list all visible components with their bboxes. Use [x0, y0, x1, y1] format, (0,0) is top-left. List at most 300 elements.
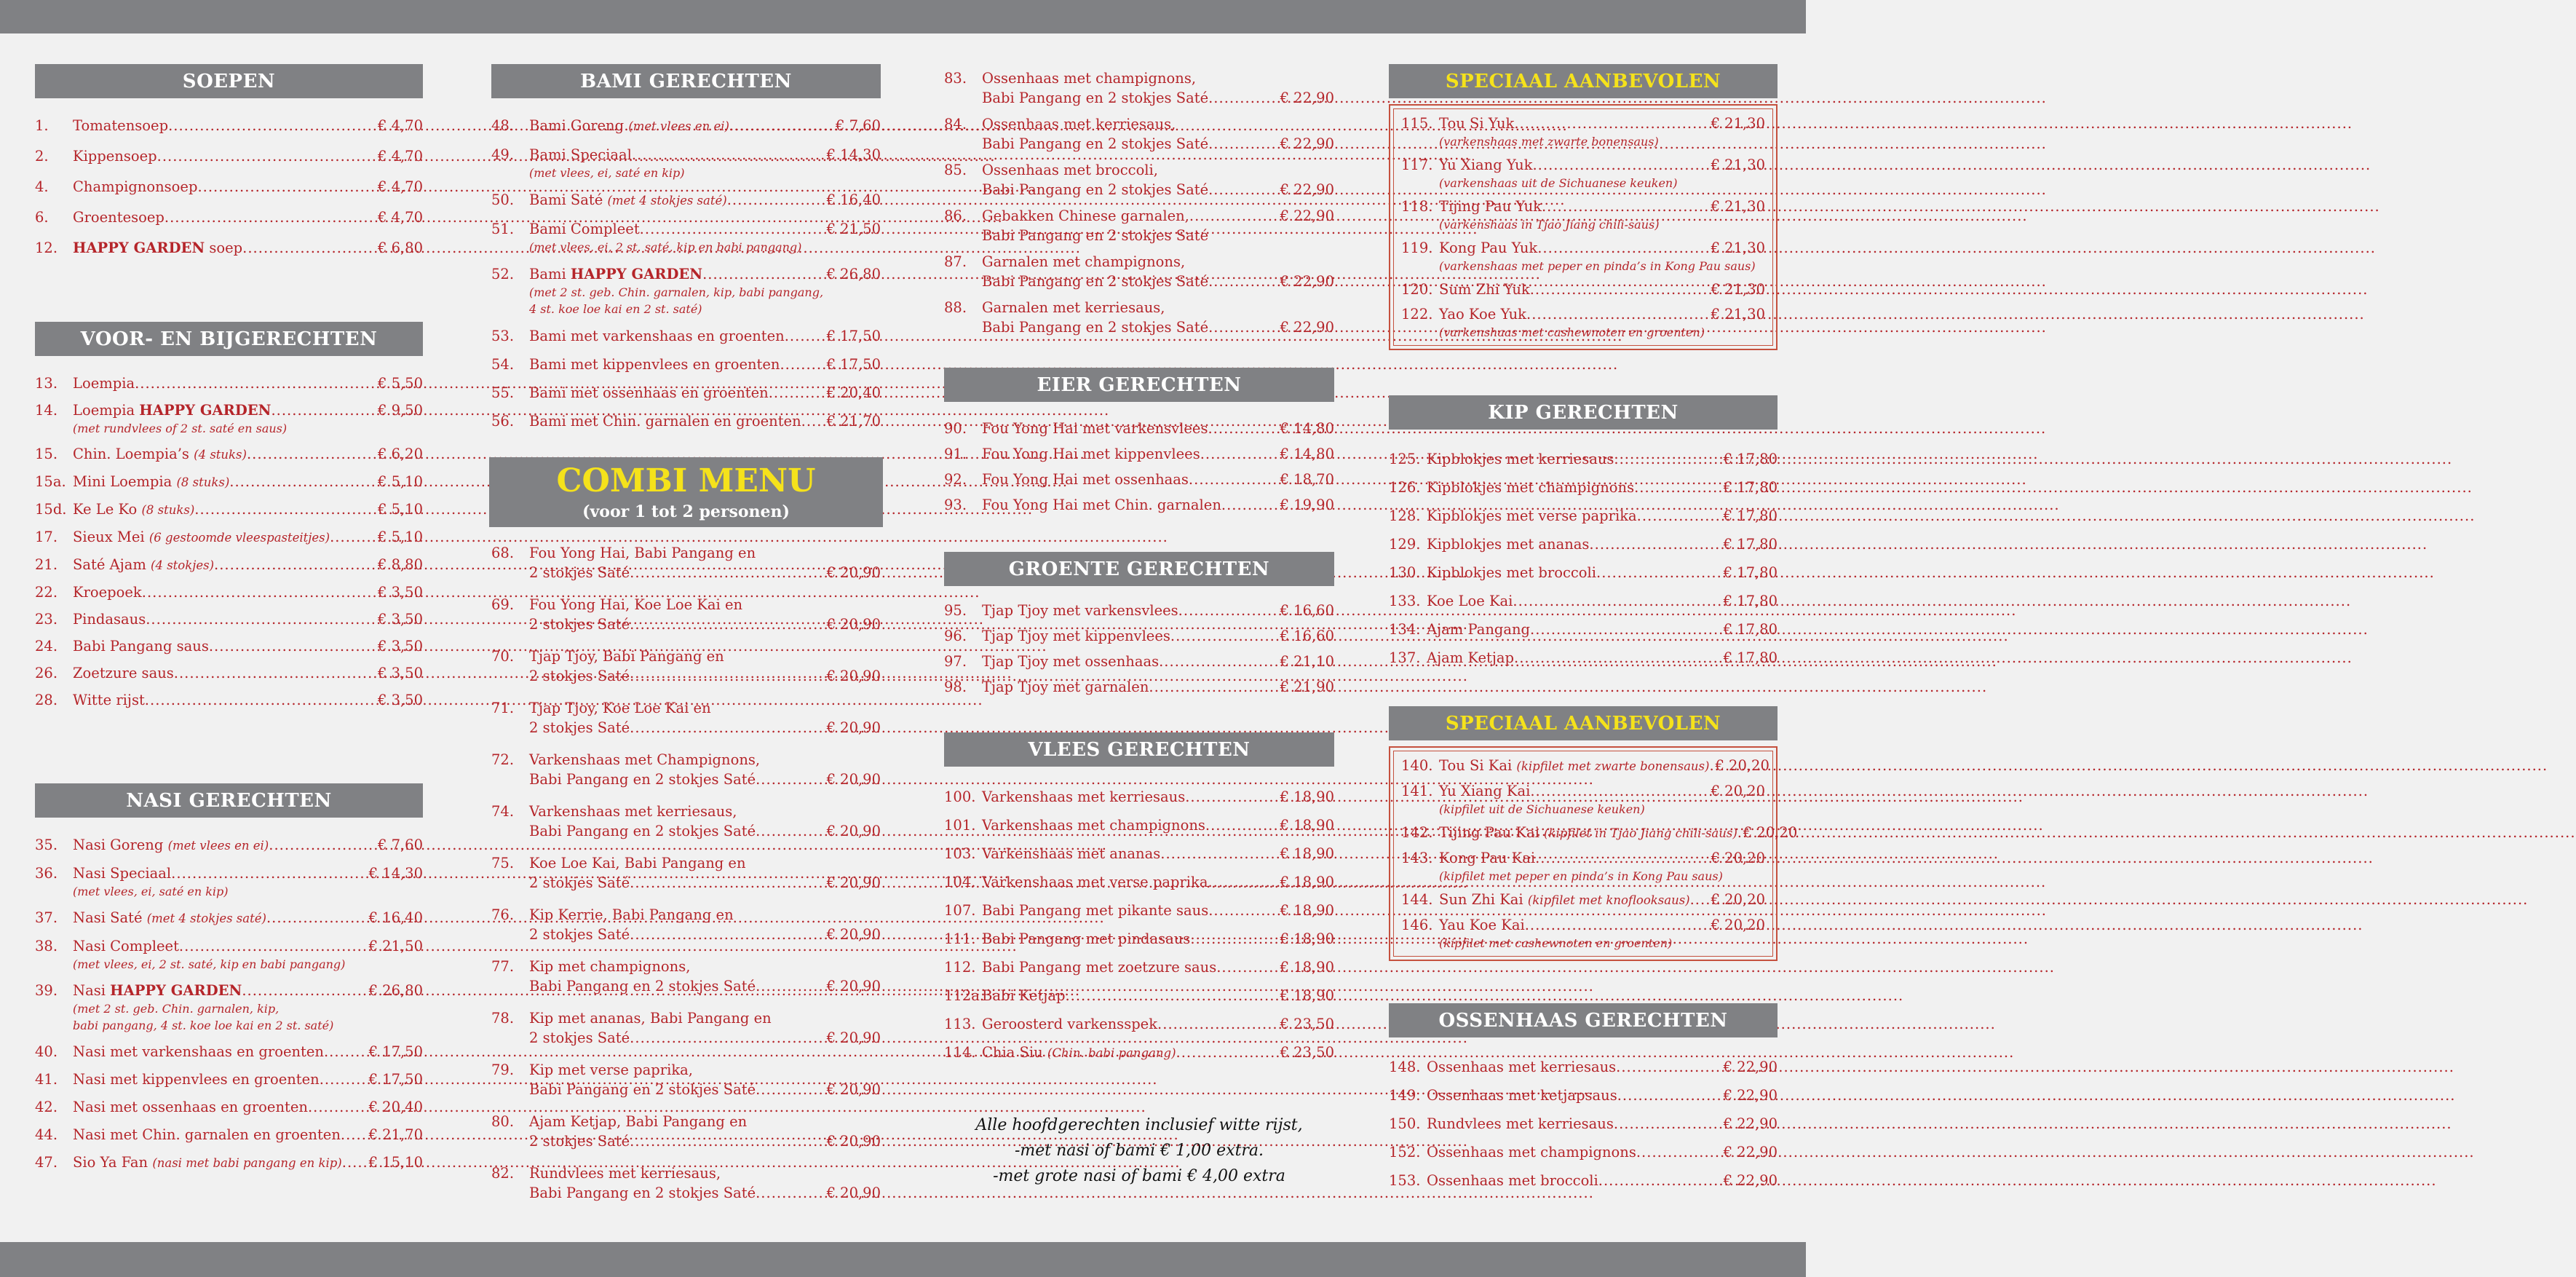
item-number: 75. — [491, 855, 515, 871]
menu-item — [35, 663, 423, 683]
item-price: € 18,90 — [1280, 817, 1334, 834]
item-name-text: Zoetzure saus — [73, 665, 174, 681]
item-number: 133. — [1389, 593, 1421, 609]
dot-leader — [1200, 444, 1279, 464]
menu-item — [35, 936, 423, 973]
item-body — [529, 145, 881, 181]
item-name-text: Babi Pangang en 2 stokjes Saté — [529, 771, 756, 788]
item-price: € 16,60 — [1280, 628, 1334, 644]
item-name-line — [1439, 238, 1765, 258]
item-number: 23. — [35, 611, 58, 628]
item-name — [982, 180, 1208, 199]
item-description: (met rundvlees of 2 st. saté en saus) — [73, 422, 288, 435]
item-name — [73, 1097, 308, 1117]
item-name — [982, 470, 1189, 489]
dot-leader — [1636, 1142, 1722, 1162]
item-name-line — [982, 677, 1334, 697]
dot-leader — [242, 238, 376, 258]
dot-leader — [266, 908, 368, 928]
item-name-line — [529, 264, 881, 284]
item-name — [529, 1131, 630, 1151]
dot-leader — [1598, 1171, 1722, 1190]
item-description: (met 2 st. geb. Chin. garnalen, kip, babi pangang, — [529, 285, 824, 299]
item-name-line — [982, 206, 1334, 226]
menu-item — [944, 815, 1334, 835]
item-name-line — [73, 1097, 423, 1117]
item-number: 77. — [491, 958, 515, 975]
item-number: 72. — [491, 751, 515, 768]
item-price: € 20,90 — [826, 771, 881, 788]
dot-leader — [214, 555, 376, 574]
item-number: 15a. — [35, 473, 66, 490]
item-name-text: Babi Ketjap — [982, 987, 1066, 1004]
dot-leader — [174, 663, 376, 683]
item-name-text: Champignonsoep — [73, 178, 198, 195]
item-name-text: Fou Yong Hai met varkensvlees — [982, 420, 1208, 437]
section-title: SPECIAAL AANBEVOLEN — [1389, 64, 1778, 98]
item-number: 128. — [1389, 507, 1421, 524]
menu-item — [35, 177, 423, 197]
menu-item — [35, 981, 423, 1034]
menu-item — [491, 698, 881, 738]
menu-item — [944, 470, 1334, 489]
item-name-text: Kroepoek — [73, 584, 142, 601]
menu-item — [491, 411, 881, 431]
item-body — [73, 1125, 423, 1144]
dot-leader — [1634, 478, 1721, 497]
item-name-line — [982, 444, 1334, 464]
item-name-text: Groentesoep — [73, 209, 165, 226]
item-body — [73, 936, 423, 973]
item-name-line — [73, 835, 423, 855]
item-list — [944, 787, 1334, 1063]
item-price: € 23,50 — [1280, 1016, 1334, 1032]
item-price: € 5,50 — [377, 375, 423, 392]
item-description: (met 4 stokjes saté) — [607, 194, 727, 207]
item-number: 35. — [35, 837, 58, 853]
item-name — [73, 1153, 342, 1173]
menu-item — [491, 190, 881, 210]
item-line: Kip met champignons, — [529, 958, 691, 975]
menu-item — [1389, 1057, 1778, 1077]
item-name-line — [1427, 563, 1778, 582]
item-number: 79. — [491, 1061, 515, 1078]
item-price: € 15,10 — [368, 1154, 423, 1171]
menu-item — [35, 146, 423, 166]
item-name-text: 2 stokjes Saté — [529, 564, 630, 581]
item-number: 90. — [944, 420, 967, 437]
dot-leader — [1614, 449, 1721, 469]
item-name — [73, 400, 271, 420]
menu-item — [35, 835, 423, 855]
item-name-line — [73, 373, 423, 393]
item-number: 126. — [1389, 479, 1421, 496]
item-name-line — [529, 563, 881, 582]
item-name-line — [1439, 304, 1765, 324]
item-name-line — [1439, 114, 1765, 133]
menu-item — [944, 787, 1334, 807]
dot-leader — [632, 145, 825, 165]
item-name — [73, 1070, 320, 1089]
item-name-line — [73, 400, 423, 420]
item-number: 93. — [944, 497, 967, 513]
item-name — [982, 88, 1208, 108]
menu-item — [944, 626, 1334, 646]
section-title: NASI GERECHTEN — [35, 783, 423, 818]
dot-leader — [1160, 844, 1278, 863]
item-name-text: Babi Pangang en 2 stokjes Saté — [529, 1081, 756, 1098]
item-name-text: Rundvlees met kerriesaus — [1427, 1115, 1614, 1132]
item-name-line — [1439, 848, 1765, 868]
item-body — [73, 609, 423, 629]
menu-item — [1389, 591, 1778, 611]
item-body — [73, 400, 423, 437]
menu-item — [1401, 915, 1765, 952]
item-name-line — [529, 614, 881, 634]
item-body — [1439, 155, 1765, 191]
item-name — [1427, 1114, 1614, 1134]
restaurant-name: HAPPY GARDEN — [110, 982, 242, 999]
item-price: € 3,50 — [377, 665, 423, 681]
item-number: 115. — [1401, 115, 1433, 132]
item-name-line — [73, 1042, 423, 1061]
item-name — [1427, 648, 1514, 668]
item-description: (met vlees en ei) — [628, 119, 729, 133]
menu-item — [944, 1014, 1334, 1034]
item-body — [73, 863, 423, 900]
item-body — [982, 901, 1334, 920]
dot-leader — [320, 1070, 368, 1089]
dot-leader — [1514, 648, 1722, 668]
item-list — [35, 116, 423, 258]
item-name-text: Varkenshaas met ananas — [982, 845, 1161, 862]
item-body — [982, 601, 1334, 620]
footnote — [944, 1112, 1334, 1189]
item-name-text: Bami — [529, 266, 571, 282]
dot-leader — [179, 936, 368, 956]
item-body — [1427, 1057, 1778, 1077]
dot-leader — [1216, 957, 1278, 977]
item-name — [1427, 449, 1614, 469]
item-body — [529, 853, 881, 893]
item-body — [982, 872, 1334, 892]
item-name-text: Tjap Tjoy met kippenvlees — [982, 628, 1170, 644]
item-name-text: Geroosterd varkensspek — [982, 1016, 1158, 1032]
dot-leader — [1208, 180, 1278, 199]
section-title: SOEPEN — [35, 64, 423, 98]
item-name-line — [982, 929, 1334, 949]
menu-item — [944, 206, 1334, 245]
item-body — [73, 981, 423, 1034]
item-price: € 20,90 — [826, 1185, 881, 1201]
dot-leader — [769, 383, 825, 403]
item-name — [529, 563, 630, 582]
dot-leader — [1065, 986, 1278, 1005]
menu-item — [35, 373, 423, 393]
item-name-text: Ajam Pangang — [1427, 621, 1531, 638]
item-name-line — [73, 116, 423, 135]
dot-leader — [342, 1153, 368, 1172]
item-number: 17. — [35, 529, 58, 545]
item-line: Ajam Ketjap, Babi Pangang en — [529, 1113, 748, 1130]
item-body — [73, 444, 423, 464]
item-description: (varkenshaas met peper en pinda’s in Kong Pau saus) — [1439, 259, 1756, 273]
item-number: 76. — [491, 906, 515, 923]
item-name-text: Babi Pangang en 2 stokjes Saté — [982, 90, 1209, 106]
item-price: € 26,80 — [826, 266, 881, 282]
item-line: Rundvlees met kerriesaus, — [529, 1165, 721, 1182]
dot-leader — [1596, 563, 1722, 582]
item-body — [982, 677, 1334, 697]
combi-header — [489, 457, 883, 527]
item-line: Ossenhaas met kerriesaus, — [982, 116, 1176, 133]
menu-item — [944, 114, 1334, 154]
dot-leader — [801, 411, 825, 431]
item-price: € 17,80 — [1723, 621, 1778, 638]
item-name-line — [982, 986, 1334, 1005]
item-name-text: Babi Pangang en 2 stokjes Saté — [529, 823, 756, 839]
item-number: 98. — [944, 679, 967, 695]
item-name — [73, 908, 266, 928]
item-body — [529, 957, 881, 996]
item-number: 143. — [1401, 850, 1433, 866]
item-body — [982, 419, 1334, 438]
combi-title: COMBI MENU — [556, 462, 816, 499]
menu-item — [1389, 478, 1778, 497]
item-body — [1439, 280, 1765, 299]
menu-item — [1401, 155, 1765, 191]
menu-item — [944, 844, 1334, 863]
item-price: € 17,50 — [368, 1043, 423, 1060]
item-name — [73, 663, 174, 683]
item-name-text: Fou Yong Hai met ossenhaas — [982, 471, 1189, 488]
item-number: 15d. — [35, 501, 67, 518]
item-body — [73, 1070, 423, 1089]
menu-item — [491, 383, 881, 403]
item-description: (varkenshaas in Tjao Jiang chili-saus) — [1439, 218, 1660, 232]
dot-leader — [165, 207, 376, 227]
item-name-text: Ossenhaas met champignons — [1427, 1144, 1636, 1161]
menu-item — [35, 527, 423, 547]
item-body — [982, 444, 1334, 464]
menu-item — [491, 264, 881, 317]
item-name-text: Babi Pangang en 2 stokjes Saté — [982, 319, 1209, 336]
restaurant-name: HAPPY GARDEN — [139, 402, 272, 419]
item-price: € 21,30 — [1711, 240, 1765, 256]
item-name — [982, 929, 1190, 949]
item-name — [1439, 756, 1709, 776]
item-number: 21. — [35, 556, 58, 573]
menu-item — [35, 116, 423, 135]
item-price: € 21,70 — [368, 1126, 423, 1143]
item-price: € 21,70 — [826, 413, 881, 430]
item-price: € 16,40 — [368, 909, 423, 926]
item-name-line — [982, 626, 1334, 646]
dot-leader — [630, 1028, 825, 1048]
item-line: Garnalen met kerriesaus, — [982, 299, 1165, 316]
item-name-text: Bami met kippenvlees en groenten — [529, 356, 780, 373]
combi-subtitle: (voor 1 tot 2 personen) — [582, 502, 790, 521]
item-name-line — [73, 690, 423, 710]
dot-leader — [1157, 1014, 1279, 1034]
item-number: 130. — [1389, 564, 1421, 581]
item-name-line — [73, 527, 423, 547]
item-number: 137. — [1389, 649, 1421, 666]
item-name — [73, 472, 229, 492]
item-number: 36. — [35, 865, 58, 882]
item-name-line — [73, 555, 423, 575]
menu-item — [1389, 534, 1778, 554]
section-speciaal-2 — [1389, 706, 1798, 961]
item-name-text: Tijing Pau Kai — [1439, 824, 1545, 841]
item-name-line — [1427, 1171, 1778, 1190]
dot-leader — [1614, 1114, 1722, 1134]
item-name-text: Fou Yong Hai met Chin. garnalen — [982, 497, 1221, 513]
item-number: 83. — [944, 70, 967, 87]
dot-leader — [269, 835, 376, 855]
item-name-text: Yu Xiang Kai — [1439, 783, 1531, 799]
dot-leader — [341, 1125, 368, 1144]
menu-item — [944, 1043, 1334, 1063]
dot-leader — [756, 770, 825, 789]
item-line: Kip met ananas, Babi Pangang en — [529, 1010, 772, 1027]
menu-item — [491, 1008, 881, 1048]
item-name — [529, 718, 630, 738]
item-line: Babi Pangang en 2 stokjes Saté — [982, 227, 1209, 244]
item-name-text: Babi Pangang saus — [73, 638, 209, 655]
item-description: (Chin. babi pangang) — [1047, 1046, 1176, 1060]
item-body — [1439, 915, 1765, 952]
item-price: € 20,90 — [826, 668, 881, 684]
item-name — [529, 326, 785, 346]
item-name-line — [529, 190, 881, 210]
item-body — [73, 908, 423, 928]
item-price: € 21,30 — [1711, 198, 1765, 215]
item-name-text: Gebakken Chinese garnalen, — [982, 207, 1189, 224]
item-name-text: Pindasaus — [73, 611, 146, 628]
item-line: Fou Yong Hai, Babi Pangang en — [529, 545, 756, 561]
dot-leader — [1589, 534, 1721, 554]
item-price: € 17,80 — [1723, 536, 1778, 553]
item-name-text: Babi Pangang en 2 stokjes Saté — [982, 135, 1209, 152]
item-name — [529, 1183, 756, 1203]
item-number: 101. — [944, 817, 976, 834]
item-list — [944, 68, 1334, 337]
item-name-line — [982, 787, 1334, 807]
item-number: 134. — [1389, 621, 1421, 638]
dot-leader — [1208, 134, 1278, 154]
dot-leader — [1617, 1086, 1722, 1105]
item-number: 49. — [491, 146, 515, 163]
item-number: 13. — [35, 375, 58, 392]
item-body — [982, 114, 1334, 154]
item-price: € 18,90 — [1280, 959, 1334, 976]
item-price: € 17,80 — [1723, 564, 1778, 581]
item-number: 47. — [35, 1154, 58, 1171]
item-price: € 4,70 — [377, 209, 423, 226]
item-number: 80. — [491, 1113, 515, 1130]
item-body — [73, 472, 423, 492]
section-groente — [944, 552, 1334, 697]
item-price: € 22,90 — [1280, 319, 1334, 336]
dot-leader — [729, 116, 834, 135]
dot-leader — [1532, 155, 1709, 175]
item-body — [1439, 238, 1765, 274]
menu-item — [1389, 1114, 1778, 1134]
item-body — [73, 690, 423, 710]
menu-item — [35, 1042, 423, 1061]
item-name — [1439, 280, 1530, 299]
item-price: € 22,90 — [1723, 1172, 1778, 1189]
item-name-line — [529, 1028, 881, 1048]
item-description: 4 st. koe loe kai en 2 st. saté) — [529, 302, 702, 316]
item-number: 6. — [35, 209, 49, 226]
item-price: € 22,90 — [1723, 1087, 1778, 1104]
recommended-box — [1389, 746, 1798, 961]
item-price: € 20,20 — [1711, 917, 1765, 933]
section-soepen — [35, 64, 423, 258]
menu-item — [35, 1153, 423, 1173]
item-name-text: Babi Pangang met pikante saus — [982, 902, 1209, 919]
item-name-line — [1427, 478, 1778, 497]
item-number: 87. — [944, 253, 967, 270]
item-number: 24. — [35, 638, 58, 655]
item-number: 48. — [491, 117, 515, 134]
dot-leader — [630, 873, 825, 893]
item-name-text: Bami Goreng — [529, 117, 629, 134]
item-name-line — [73, 146, 423, 166]
item-name-line — [982, 470, 1334, 489]
item-price: € 18,90 — [1280, 902, 1334, 919]
menu-item — [1389, 563, 1778, 582]
section-nasi — [35, 783, 423, 1173]
item-body — [73, 555, 423, 575]
item-price: € 20,90 — [826, 1081, 881, 1098]
item-price: € 22,90 — [1723, 1144, 1778, 1161]
item-number: 113. — [944, 1016, 976, 1032]
item-body — [529, 1163, 881, 1203]
item-name — [1427, 534, 1589, 554]
item-name-text: Nasi — [73, 982, 111, 999]
item-price: € 20,90 — [826, 874, 881, 891]
item-number: 95. — [944, 602, 967, 619]
item-number: 142. — [1401, 824, 1433, 841]
item-body — [1427, 478, 1778, 497]
item-price: € 20,20 — [1711, 891, 1765, 908]
dot-leader — [197, 177, 376, 197]
item-description: (varkenshaas uit de Sichuanese keuken) — [1439, 176, 1678, 190]
dot-leader — [756, 976, 825, 996]
item-name-line — [529, 666, 881, 686]
menu-item — [491, 326, 881, 346]
item-name-text: Kipblokjes met verse paprika — [1427, 507, 1637, 524]
item-name-text: Kipblokjes met kerriesaus — [1427, 451, 1614, 467]
dot-leader — [1208, 872, 1278, 892]
item-number: 112. — [944, 959, 976, 976]
item-number: 111. — [944, 930, 976, 947]
item-name-line — [1427, 449, 1778, 469]
item-price: € 20,20 — [1711, 783, 1765, 799]
item-name — [73, 177, 197, 197]
menu-item — [1401, 890, 1765, 910]
section-title: EIER GERECHTEN — [944, 368, 1334, 402]
dot-leader — [1525, 915, 1710, 935]
item-list — [944, 419, 1334, 515]
item-name-line — [982, 901, 1334, 920]
menu-item — [944, 252, 1334, 291]
menu-item — [944, 929, 1334, 949]
menu-item — [35, 207, 423, 227]
